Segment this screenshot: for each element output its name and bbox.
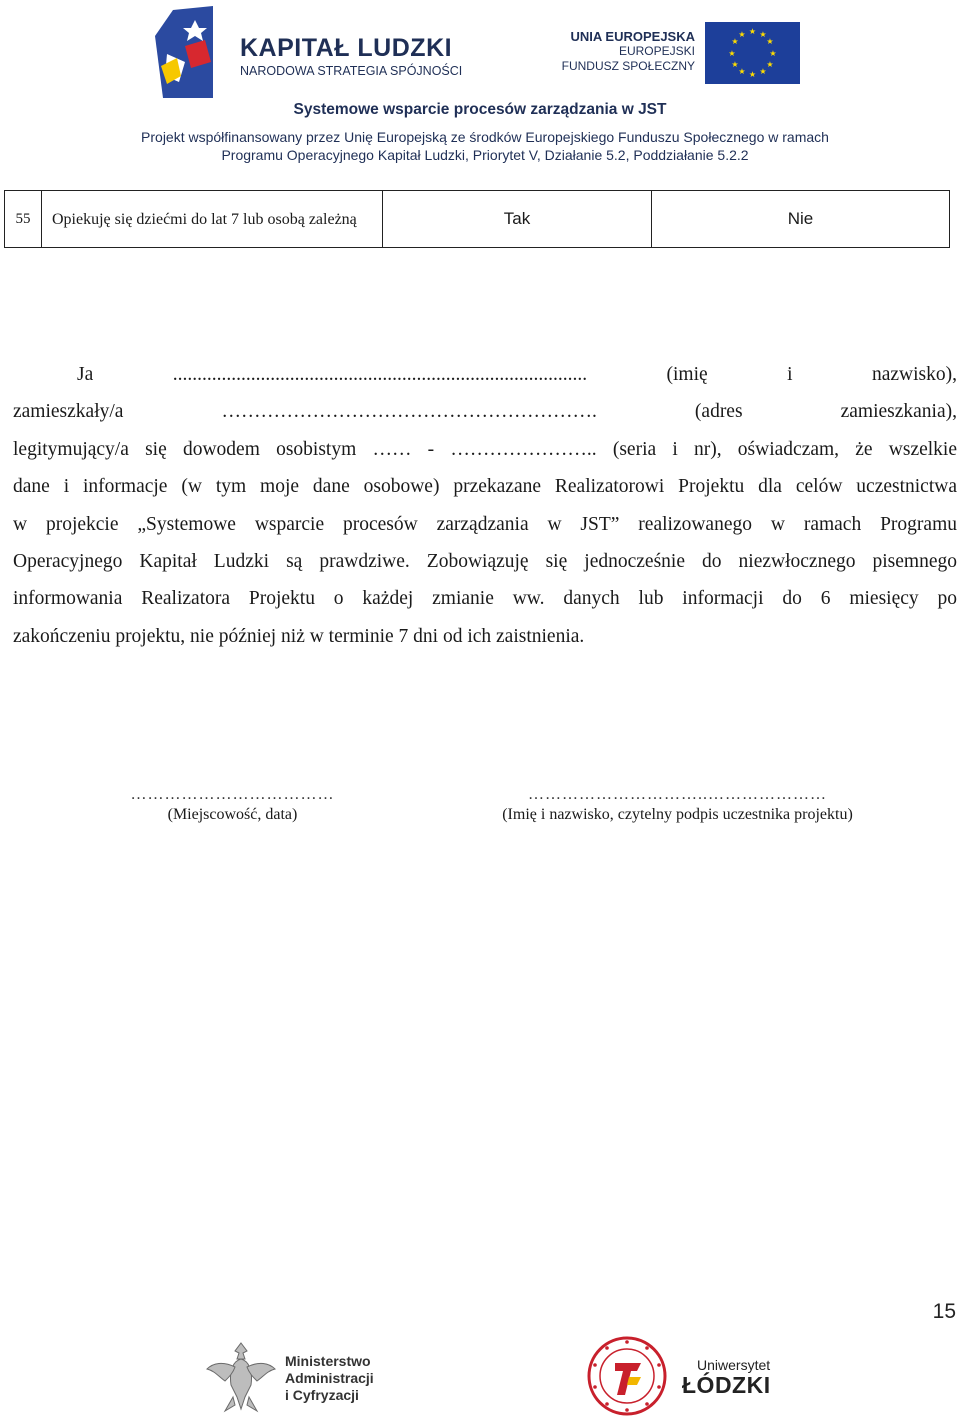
svg-text:★: ★ <box>759 67 767 76</box>
svg-text:★: ★ <box>766 37 774 46</box>
place-date-field[interactable]: ……………………………… <box>130 786 335 803</box>
eu-flag-icon <box>705 22 800 84</box>
declaration-line: zakończeniu projektu, nie później niż w terminie 7 dni od ich zaistnienia. <box>13 625 585 647</box>
declaration-line: Ja ..................................................................................... (imię i nazwisko), <box>77 364 957 385</box>
svg-text:★: ★ <box>738 67 746 76</box>
eu-logo-text <box>562 29 695 74</box>
participant-signature-label: (Imię i nazwisko, czytelny podpis uczestnika projektu) <box>502 806 853 823</box>
project-cofinancing-line: Projekt współfinansowany przez Unię Europejską ze środków Europejskiego Funduszu Społecznego w ramach <box>141 129 829 145</box>
ministry-logo-line3: i Cyfryzacji <box>285 1387 359 1403</box>
ministry-logo-line2: Administracji <box>285 1370 374 1386</box>
question-row <box>5 191 950 248</box>
project-title: Systemowe wsparcie procesów zarządzania w JST <box>293 101 667 118</box>
white-eagle-emblem-icon <box>205 1337 277 1415</box>
university-lodz-logo <box>585 1335 775 1417</box>
kapital-ludzki-title: KAPITAŁ LUDZKI <box>240 34 453 62</box>
participant-signature-field[interactable]: …………………………..………………… <box>528 786 827 803</box>
place-date-label: (Miejscowość, data) <box>167 806 298 823</box>
declaration-paragraph <box>13 356 957 655</box>
ministry-logo <box>205 1337 380 1417</box>
project-programme-line: Programu Operacyjnego Kapitał Ludzki, Priorytet V, Działanie 5.2, Poddziałanie 5.2.2 <box>221 147 749 163</box>
declaration-line: dane i informacje (w tym moje dane osobowe) przekazane Realizatorowi Projektu dla celów uczestnictwa <box>13 476 957 498</box>
page-number: 15 <box>932 1300 956 1323</box>
declaration-line: legitymujący/a się dowodem osobistym …… - ………………….. (seria i nr), oświadczam, że wszelkie <box>13 438 957 460</box>
ministry-logo-text <box>285 1353 374 1404</box>
eu-logo-line2: EUROPEJSKI <box>618 44 695 58</box>
question-text: Opiekuję się dziećmi do lat 7 lub osobą zależną <box>42 191 383 248</box>
university-seal-icon <box>585 1335 669 1417</box>
svg-text:★: ★ <box>731 60 739 69</box>
answer-yes-option[interactable]: Tak <box>383 191 652 248</box>
svg-text:★: ★ <box>731 37 739 46</box>
question-table <box>4 190 950 248</box>
university-logo-line1: Uniwersytet <box>697 1357 771 1373</box>
place-date-signature-block <box>80 786 385 824</box>
university-logo-line2: ŁÓDZKI <box>682 1372 771 1398</box>
svg-text:★: ★ <box>728 49 736 58</box>
svg-text:★: ★ <box>748 70 757 79</box>
svg-text:★: ★ <box>766 60 774 69</box>
declaration-line: w projekcie „Systemowe wsparcie procesów zarządzania w JST” realizowanego w ramach Programu <box>13 513 957 535</box>
declaration-line: informowania Realizatora Projektu o każdej zmianie ww. danych lub informacji do 6 miesięcy po <box>13 588 957 610</box>
kapital-ludzki-logo <box>155 6 465 98</box>
eu-logo-line1: UNIA EUROPEJSKA <box>570 29 695 44</box>
svg-text:★: ★ <box>738 30 746 39</box>
question-number: 55 <box>5 191 42 248</box>
ministry-logo-line1: Ministerstwo <box>285 1353 371 1369</box>
svg-text:★: ★ <box>748 27 757 36</box>
participant-signature-block <box>460 786 895 824</box>
svg-text:★: ★ <box>769 49 777 58</box>
declaration-line: Operacyjnego Kapitał Ludzki są prawdziwe. Zobowiązuję się jednocześnie do niezwłocznego pisemnego <box>13 551 957 573</box>
eu-logo-line3: FUNDUSZ SPOŁECZNY <box>561 59 695 73</box>
kapital-ludzki-subtitle: NARODOWA STRATEGIA SPÓJNOŚCI <box>240 64 463 78</box>
kapital-ludzki-emblem-icon <box>155 6 235 98</box>
eu-logo <box>560 22 800 84</box>
declaration-line: zamieszkały/a …………………………………………………. (adres zamieszkania), <box>13 401 957 423</box>
answer-no-option[interactable]: Nie <box>652 191 950 248</box>
svg-text:★: ★ <box>759 30 767 39</box>
